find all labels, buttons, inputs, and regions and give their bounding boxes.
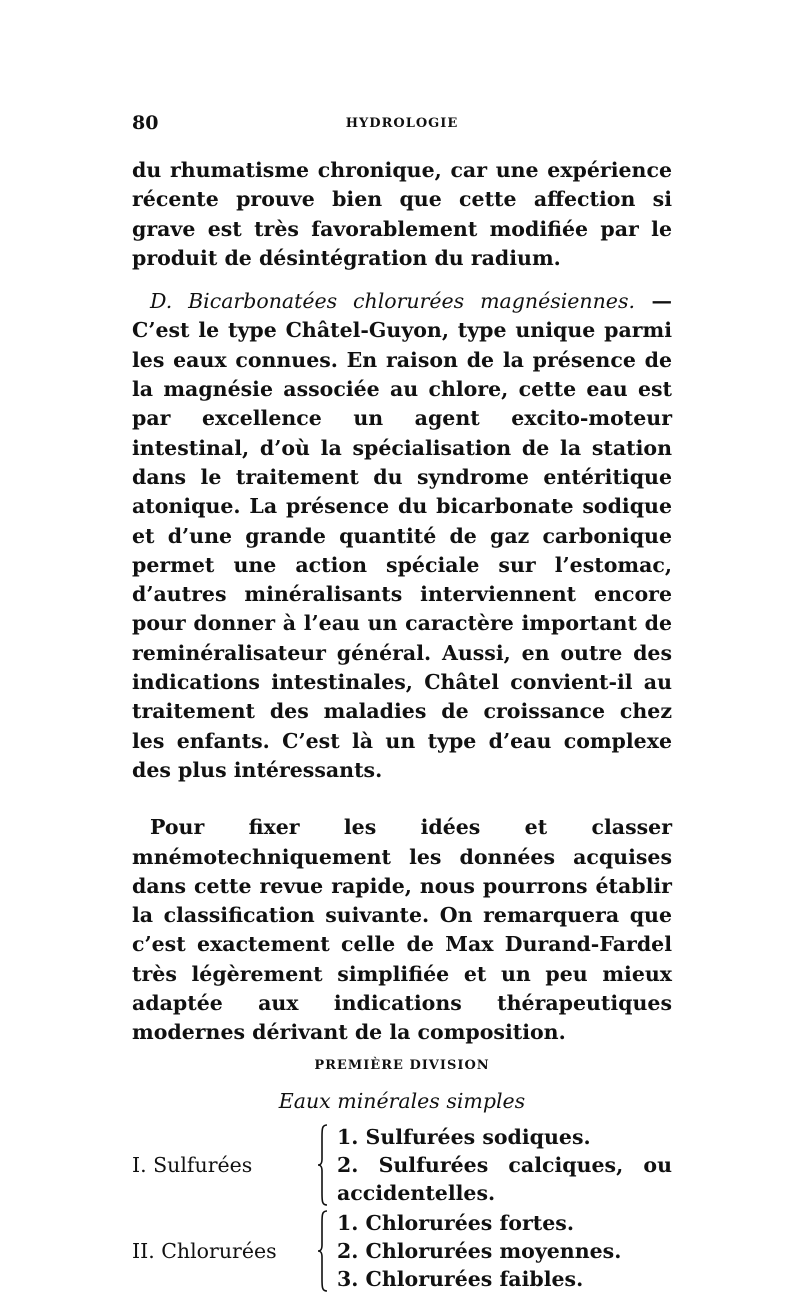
class-items-sulfurees [337,1123,672,1207]
paragraph-rhumatisme: du rhumatisme chronique, car une expérience récente prouve bien que cette affection si grave est très favorablement modifiée par le produit de désintégration du radium. [132,158,672,270]
section-lead-bicarbonatees: D. Bicarbonatées chlorurées magnésiennes. [150,289,635,314]
class-group-chlorurees [132,1209,672,1293]
book-page [132,112,672,1295]
class-item: 1. Sulfurées sodiques. [337,1124,591,1149]
paragraph-bicarbonatees [132,287,672,785]
division-heading: PREMIÈRE DIVISION [314,1057,490,1073]
brace-chlorurees [317,1209,331,1293]
running-head [132,112,672,142]
curly-brace-icon [317,1209,329,1293]
class-label-chlorurees: II. Chlorurées [132,1238,277,1263]
paragraph-bicarbonatees-body: — C’est le type Châtel-Guyon, type unique parmi les eaux connues. En raison de la présence de la magnésie associée au chlore, cette eau est par excellence un agent excito-moteur intestinal, d’où la spécialisation de la station dans le traitement du syndrome entéritique atonique. La présence du bicarbonate sodique et d’une grande quantité de gaz carbonique permet une action spéciale sur l’estomac, d’autres minéralisants interviennent encore pour donner à l’eau un caractère important de reminéralisateur général. Aussi, en outre des indications intestinales, Châtel convient-il au traitement des maladies de croissance chez les enfants. C’est là un type d’eau complexe des plus intéressants. [132,289,672,782]
page-number: 80 [132,112,159,134]
class-item: 1. Chlorurées fortes. [337,1210,574,1235]
class-item: 2. Sulfurées calciques, ou accidentelles. [337,1152,672,1205]
class-item: 2. Chlorurées moyennes. [337,1238,622,1263]
curly-brace-icon [317,1123,329,1207]
class-item: 3. Chlorurées faibles. [337,1266,584,1291]
paragraph-classification: Pour fixer les idées et classer mnémotechniquement les données acquises dans cette revue rapide, nous pourrons établir la classification suivante. On remarquera que c’est exactement celle de Max Durand-Fardel très légèrement simplifiée et un peu mieux adaptée aux indications thérapeutiques modernes dérivant de la composition. [132,815,672,1045]
brace-sulfurees [317,1123,331,1207]
division-subtitle: Eaux minérales simples [278,1088,526,1113]
running-title: HYDROLOGIE [345,116,459,131]
class-label-sulfurees: I. Sulfurées [132,1152,253,1177]
class-group-sulfurees [132,1123,672,1207]
class-items-chlorurees [337,1209,672,1293]
